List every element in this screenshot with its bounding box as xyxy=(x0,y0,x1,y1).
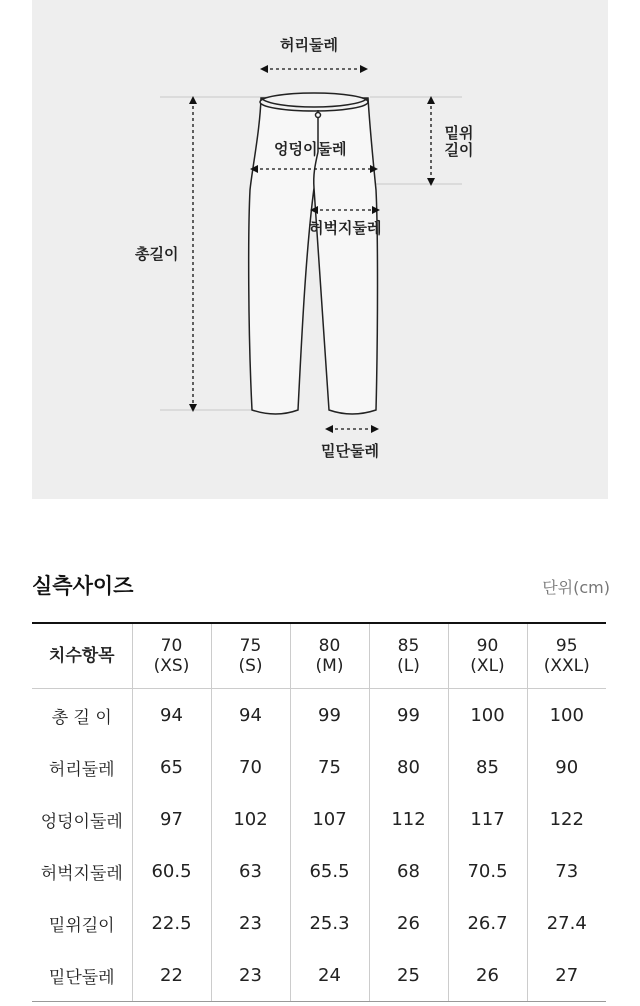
table-row xyxy=(32,689,606,742)
size-num: 75 xyxy=(239,636,262,656)
table-cell: 65.5 xyxy=(290,845,369,897)
table-cell: 25.3 xyxy=(290,897,369,949)
header-size xyxy=(527,623,606,689)
table-cell: 25 xyxy=(369,949,448,1002)
table-cell: 112 xyxy=(369,793,448,845)
size-code: (L) xyxy=(397,656,420,676)
table-cell: 22 xyxy=(132,949,211,1002)
table-cell: 27 xyxy=(527,949,606,1002)
unit-label: 단위(cm) xyxy=(542,578,610,597)
table-cell: 23 xyxy=(211,949,290,1002)
table-cell: 26.7 xyxy=(448,897,527,949)
table-cell: 75 xyxy=(290,741,369,793)
size-code: (S) xyxy=(238,656,263,676)
size-section-header xyxy=(32,568,610,602)
row-label: 밑위길이 xyxy=(48,915,115,936)
table-row xyxy=(32,741,606,793)
table-cell: 102 xyxy=(211,793,290,845)
table-cell: 60.5 xyxy=(132,845,211,897)
header-size xyxy=(290,623,369,689)
table-cell: 99 xyxy=(290,689,369,742)
row-label: 허벅지둘레 xyxy=(40,863,123,884)
waist-label: 허리둘레 xyxy=(280,36,338,54)
table-cell: 23 xyxy=(211,897,290,949)
size-code: (XXL) xyxy=(543,656,590,676)
table-cell: 94 xyxy=(132,689,211,742)
header-size xyxy=(369,623,448,689)
rise-label-line1: 밑위 xyxy=(444,124,474,142)
size-num: 70 xyxy=(160,636,183,656)
table-cell: 122 xyxy=(527,793,606,845)
table-cell: 27.4 xyxy=(527,897,606,949)
table-cell: 94 xyxy=(211,689,290,742)
table-cell: 80 xyxy=(369,741,448,793)
table-cell: 107 xyxy=(290,793,369,845)
table-cell: 68 xyxy=(369,845,448,897)
header-size xyxy=(132,623,211,689)
table-cell: 24 xyxy=(290,949,369,1002)
table-row xyxy=(32,845,606,897)
size-num: 85 xyxy=(397,636,420,656)
size-code: (M) xyxy=(315,656,344,676)
header-item: 치수항목 xyxy=(32,623,132,689)
size-code: (XL) xyxy=(470,656,505,676)
rise-label-line2: 길이 xyxy=(444,141,474,159)
table-cell: 100 xyxy=(527,689,606,742)
row-label: 총 길 이 xyxy=(51,707,112,728)
table-cell: 85 xyxy=(448,741,527,793)
size-num: 95 xyxy=(555,636,578,656)
rise-label xyxy=(442,125,476,159)
row-label: 엉덩이둘레 xyxy=(40,811,123,832)
table-cell: 70.5 xyxy=(448,845,527,897)
table-header-row xyxy=(32,623,606,689)
table-cell: 70 xyxy=(211,741,290,793)
header-size xyxy=(448,623,527,689)
pants-illustration xyxy=(32,0,608,499)
table-cell: 100 xyxy=(448,689,527,742)
pants-measurement-diagram xyxy=(32,0,608,499)
hip-label: 엉덩이둘레 xyxy=(274,140,347,158)
header-size xyxy=(211,623,290,689)
table-cell: 90 xyxy=(527,741,606,793)
size-code: (XS) xyxy=(153,656,190,676)
table-cell: 97 xyxy=(132,793,211,845)
table-cell: 63 xyxy=(211,845,290,897)
table-cell: 22.5 xyxy=(132,897,211,949)
size-num: 90 xyxy=(476,636,499,656)
size-num: 80 xyxy=(318,636,341,656)
table-cell: 117 xyxy=(448,793,527,845)
table-cell: 26 xyxy=(369,897,448,949)
table-row xyxy=(32,897,606,949)
table-cell: 99 xyxy=(369,689,448,742)
row-label: 밑단둘레 xyxy=(32,949,132,1002)
row-label: 허리둘레 xyxy=(48,759,115,780)
table-cell: 26 xyxy=(448,949,527,1002)
table-cell: 65 xyxy=(132,741,211,793)
total-length-label: 총길이 xyxy=(135,245,179,263)
table-cell: 73 xyxy=(527,845,606,897)
hem-label: 밑단둘레 xyxy=(321,442,379,460)
table-row xyxy=(32,793,606,845)
size-table xyxy=(32,622,606,1002)
section-title: 실측사이즈 xyxy=(32,574,134,598)
thigh-label: 허벅지둘레 xyxy=(309,219,382,237)
table-row xyxy=(32,949,606,1002)
